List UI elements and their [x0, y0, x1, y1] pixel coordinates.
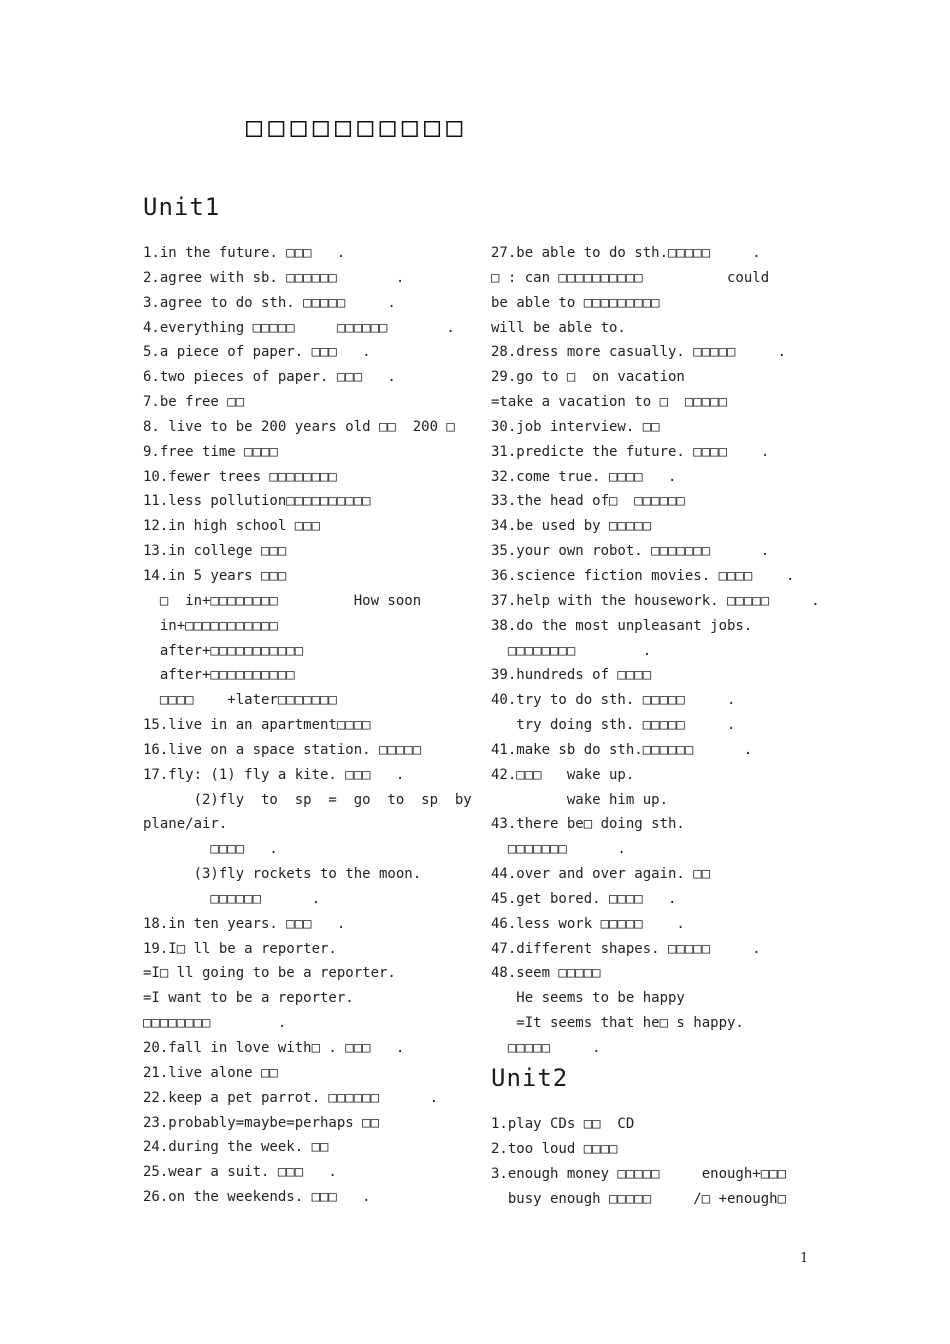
vocab-line: 39.hundreds of □□□□ [491, 667, 652, 684]
unit2-heading: Unit2 [491, 1064, 569, 1092]
vocab-line: 37.help with the housework. □□□□□ . [491, 592, 820, 609]
vocab-line: 31.predicte the future. □□□□ . [491, 443, 770, 460]
vocab-line: He seems to be happy [491, 990, 685, 1007]
vocab-line: busy enough □□□□□ /□ +enough□ [491, 1190, 787, 1207]
vocab-line: 3.agree to do sth. □□□□□ . [143, 294, 396, 311]
vocab-line: 48.seem □□□□□ [491, 965, 601, 982]
vocab-line: 1.in the future. □□□ . [143, 245, 346, 261]
vocab-line: 15.live in an apartment□□□□ [143, 717, 371, 734]
vocab-line: 40.try to do sth. □□□□□ . [491, 692, 736, 709]
vocab-line: □□□□ . [143, 841, 278, 858]
vocab-line: 34.be used by □□□□□ [491, 518, 652, 535]
unit1-left-column [143, 241, 472, 1210]
document-title: □□□□□□□□□□ [246, 112, 469, 143]
vocab-line: □□□□□□□ . [491, 841, 626, 858]
vocab-line: =I□ ll going to be a reporter. [143, 965, 396, 982]
vocab-line: □□□□□□□□ . [143, 1015, 287, 1032]
vocab-line: 24.during the week. □□ [143, 1139, 329, 1156]
vocab-line: 9.free time □□□□ [143, 443, 278, 460]
vocab-line: 10.fewer trees □□□□□□□□ [143, 468, 337, 485]
vocab-line: 14.in 5 years □□□ [143, 567, 287, 584]
vocab-line: (2)fly to sp = go to sp by [143, 791, 472, 808]
vocab-line: 13.in college □□□ [143, 543, 287, 560]
vocab-line: 17.fly: (1) fly a kite. □□□ . [143, 766, 405, 783]
vocab-line: □ : can □□□□□□□□□□ could [491, 269, 770, 286]
vocab-line: 1.play CDs □□ CD [491, 1116, 635, 1132]
vocab-line: 20.fall in love with□ . □□□ . [143, 1040, 405, 1056]
vocab-line: 29.go to □ on vacation [491, 369, 685, 386]
vocab-line: 22.keep a pet parrot. □□□□□□ . [143, 1089, 439, 1106]
vocab-line: wake him up. [491, 791, 669, 808]
vocab-line: 21.live alone □□ [143, 1064, 278, 1081]
vocab-line: 45.get bored. □□□□ . [491, 890, 677, 907]
vocab-line: in+□□□□□□□□□□□ [143, 617, 278, 634]
vocab-line: 12.in high school □□□ [143, 518, 321, 535]
vocab-line: 30.job interview. □□ [491, 418, 660, 435]
vocab-line: =I want to be a reporter. [143, 990, 354, 1007]
vocab-line: 2.too loud □□□□ [491, 1140, 618, 1157]
vocab-line: try doing sth. □□□□□ . [491, 717, 736, 734]
vocab-line: □□□□□ . [491, 1040, 601, 1056]
vocab-line: 44.over and over again. □□ [491, 866, 711, 883]
vocab-line: 6.two pieces of paper. □□□ . [143, 369, 396, 386]
vocab-line: 41.make sb do sth.□□□□□□ . [491, 741, 753, 758]
unit2-list [491, 1112, 786, 1211]
vocab-line: be able to □□□□□□□□□ [491, 294, 660, 311]
vocab-line: =It seems that he□ s happy. [491, 1015, 744, 1032]
vocab-line: plane/air. [143, 816, 228, 833]
vocab-line: 32.come true. □□□□ . [491, 468, 677, 485]
vocab-line: 11.less pollution□□□□□□□□□□ [143, 493, 371, 510]
vocab-line: 3.enough money □□□□□ enough+□□□ [491, 1165, 787, 1182]
vocab-line: □□□□□□□□ . [491, 642, 652, 659]
vocab-line: 38.do the most unpleasant jobs. [491, 617, 753, 634]
vocab-line: 16.live on a space station. □□□□□ [143, 741, 422, 758]
vocab-line: □ in+□□□□□□□□ How soon [143, 592, 422, 609]
vocab-line: 47.different shapes. □□□□□ . [491, 940, 761, 957]
vocab-line: 35.your own robot. □□□□□□□ . [491, 543, 770, 560]
vocab-line: 4.everything □□□□□ □□□□□□ . [143, 319, 455, 336]
vocab-line: □□□□□□ . [143, 890, 321, 907]
vocab-line: 26.on the weekends. □□□ . [143, 1189, 371, 1206]
vocab-line: 46.less work □□□□□ . [491, 915, 685, 932]
vocab-line: after+□□□□□□□□□□□ [143, 642, 304, 659]
vocab-line: 5.a piece of paper. □□□ . [143, 344, 371, 361]
vocab-line: 28.dress more casually. □□□□□ . [491, 344, 787, 361]
unit1-right-column [491, 241, 820, 1061]
vocab-line: 23.probably=maybe=perhaps □□ [143, 1114, 380, 1131]
unit1-heading: Unit1 [143, 193, 221, 221]
vocab-line: 8. live to be 200 years old □□ 200 □ [143, 418, 455, 435]
vocab-line: (3)fly rockets to the moon. [143, 866, 422, 883]
vocab-line: 43.there be□ doing sth. [491, 816, 685, 833]
vocab-line: will be able to. [491, 319, 626, 336]
vocab-line: 42.□□□ wake up. [491, 766, 635, 783]
vocab-line: after+□□□□□□□□□□ [143, 667, 295, 684]
vocab-line: 25.wear a suit. □□□ . [143, 1164, 337, 1181]
vocab-line: 33.the head of□ □□□□□□ [491, 493, 685, 510]
vocab-line: =take a vacation to □ □□□□□ [491, 394, 728, 411]
vocab-line: 27.be able to do sth.□□□□□ . [491, 245, 761, 261]
vocab-line: 2.agree with sb. □□□□□□ . [143, 269, 405, 286]
vocab-line: 19.I□ ll be a reporter. [143, 940, 337, 957]
page-number: 1 [800, 1251, 809, 1266]
vocab-line: 7.be free □□ [143, 394, 245, 411]
vocab-line: 18.in ten years. □□□ . [143, 915, 346, 932]
vocab-line: 36.science fiction movies. □□□□ . [491, 567, 795, 584]
vocab-line: □□□□ +later□□□□□□□ [143, 692, 337, 709]
